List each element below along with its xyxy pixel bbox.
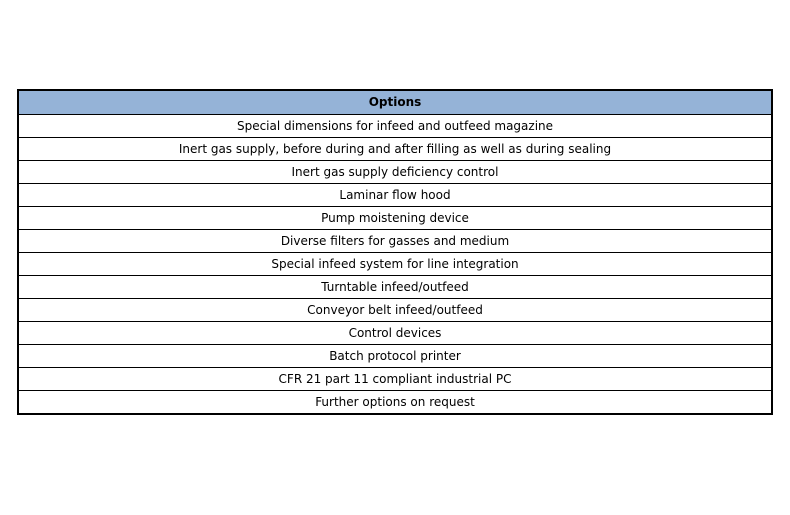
- table-row: [18, 138, 772, 161]
- option-cell: Special infeed system for line integration: [18, 253, 772, 276]
- table-row: [18, 207, 772, 230]
- table-row: [18, 230, 772, 253]
- option-cell: Turntable infeed/outfeed: [18, 276, 772, 299]
- table-row: [18, 368, 772, 391]
- option-cell: Special dimensions for infeed and outfeed magazine: [18, 115, 772, 138]
- table-row: [18, 322, 772, 345]
- option-cell: Pump moistening device: [18, 207, 772, 230]
- table-row: [18, 253, 772, 276]
- table-row: [18, 345, 772, 368]
- options-table: [17, 89, 773, 415]
- option-cell: Inert gas supply, before during and after filling as well as during sealing: [18, 138, 772, 161]
- table-row: [18, 184, 772, 207]
- table-header-row: [18, 90, 772, 115]
- option-cell: Batch protocol printer: [18, 345, 772, 368]
- option-cell: Diverse filters for gasses and medium: [18, 230, 772, 253]
- table-row: [18, 391, 772, 415]
- option-cell: Control devices: [18, 322, 772, 345]
- options-header: Options: [18, 90, 772, 115]
- table-row: [18, 276, 772, 299]
- option-cell: Laminar flow hood: [18, 184, 772, 207]
- option-cell: CFR 21 part 11 compliant industrial PC: [18, 368, 772, 391]
- table-row: [18, 115, 772, 138]
- table-row: [18, 161, 772, 184]
- option-cell: Conveyor belt infeed/outfeed: [18, 299, 772, 322]
- option-cell: Inert gas supply deficiency control: [18, 161, 772, 184]
- option-cell: Further options on request: [18, 391, 772, 415]
- table-row: [18, 299, 772, 322]
